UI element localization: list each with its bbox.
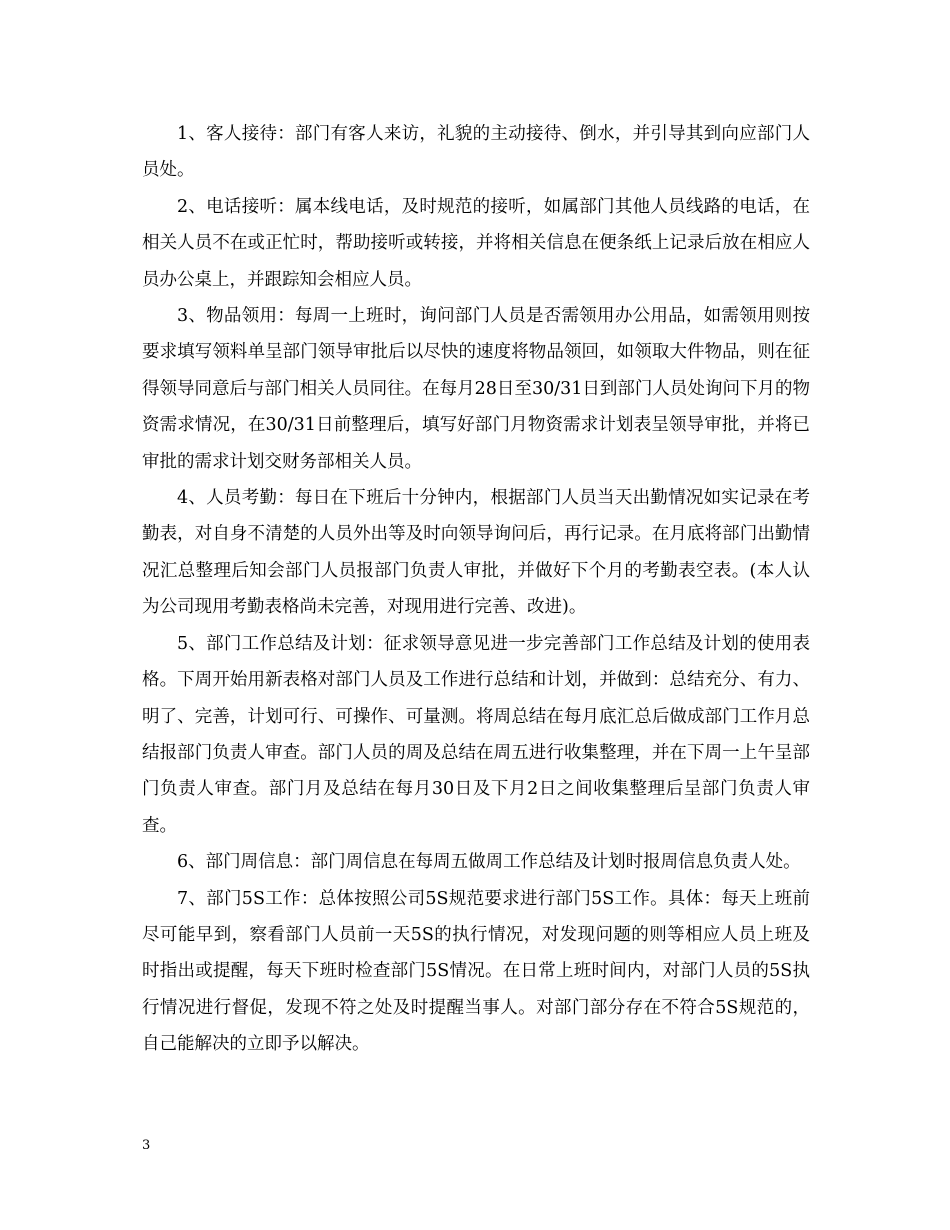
paragraph-phone-answering: 2、电话接听：属本线电话，及时规范的接听，如属部门其他人员线路的电话，在相关人员不在或正忙时，帮助接听或转接，并将相关信息在便条纸上记录后放在相应人员办公桌上，并跟踪知会相应人员。 bbox=[142, 196, 810, 290]
paragraph-guest-reception: 1、客人接待：部门有客人来访，礼貌的主动接待、倒水，并引导其到向应部门人员处。 bbox=[142, 124, 810, 181]
paragraph-weekly-info: 6、部门周信息：部门周信息在每周五做周工作总结及计划时报周信息负责人处。 bbox=[177, 852, 801, 873]
paragraph-work-summary-plan: 5、部门工作总结及计划：征求领导意见进一步完善部门工作总结及计划的使用表格。下周开始用新表格对部门人员及工作进行总结和计划，并做到：总结充分、有力、明了、完善，计划可行、可操作、可量测。将周总结在每月底汇总后做成部门工作月总结报部门负责人审查。部门人员的周及总结在周五进行收集整理，并在下周一上午呈部门负责人审查。部门月及总结在每月30日及下月2日之间收集整理后呈部门负责人审查。 bbox=[142, 633, 810, 836]
document-body bbox=[142, 116, 810, 1063]
page-number: 3 bbox=[142, 1138, 151, 1153]
paragraph-supplies-requisition: 3、物品领用：每周一上班时，询问部门人员是否需领用办公用品，如需领用则按要求填写领料单呈部门领导审批后以尽快的速度将物品领回，如领取大件物品，则在征得领导同意后与部门相关人员同往。在每月28日至30/31日到部门人员处询问下月的物资需求情况，在30/31日前整理后，填写好部门月物资需求计划表呈领导审批，并将已审批的需求计划交财务部相关人员。 bbox=[142, 306, 810, 472]
paragraph-5s-work: 7、部门5S工作：总体按照公司5S规范要求进行部门5S工作。具体：每天上班前尽可能早到，察看部门人员前一天5S的执行情况，对发现问题的则等相应人员上班及时指出或提醒，每天下班时检查部门5S情况。在日常上班时间内，对部门人员的5S执行情况进行督促，发现不符之处及时提醒当事人。对部门部分存在不符合5S规范的，自己能解决的立即予以解决。 bbox=[142, 888, 810, 1055]
paragraph-attendance: 4、人员考勤：每日在下班后十分钟内，根据部门人员当天出勤情况如实记录在考勤表，对自身不清楚的人员外出等及时向领导询问后，再行记录。在月底将部门出勤情况汇总整理后知会部门人员报部门负责人审批，并做好下个月的考勤表空表。(本人认为公司现用考勤表格尚未完善，对现用进行完善、改进)。 bbox=[142, 488, 810, 618]
